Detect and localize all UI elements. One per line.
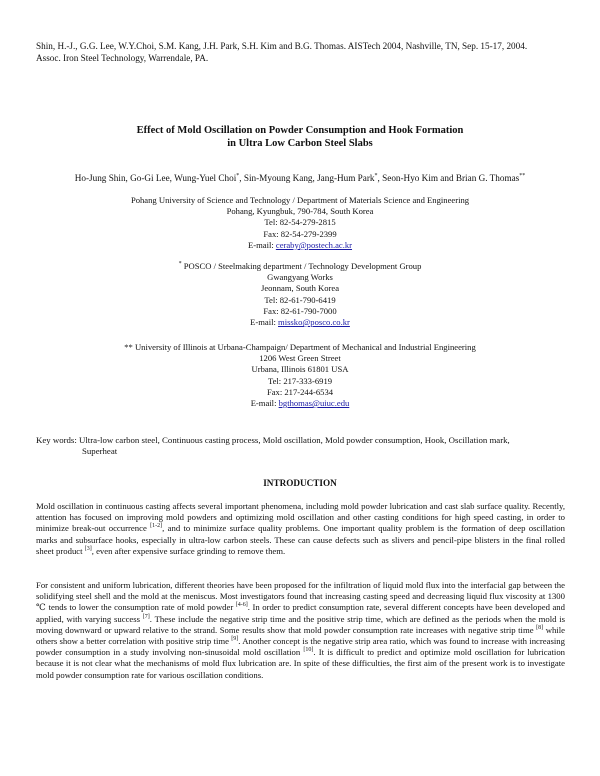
citation-ref: [8]	[536, 624, 544, 631]
email-link[interactable]: ceraby@postech.ac.kr	[275, 239, 353, 250]
affiliation-marker: *	[178, 261, 182, 268]
email-link[interactable]: bgthomas@uiuc.edu	[278, 398, 350, 409]
authors-text: , Seon-Hyo Kim and Brian G. Thomas	[377, 173, 520, 183]
keywords	[36, 435, 566, 457]
affiliation-fax: Fax: 217-244-6534	[266, 386, 334, 397]
affiliation-line: Pohang University of Science and Technology / Department of Materials Science and Engineering	[130, 195, 470, 205]
affiliation-line	[0, 261, 600, 272]
keywords-line: Key words: Ultra-low carbon steel, Continuous casting process, Mold oscillation, Mold powder consumption, Hook, Oscillation mark,	[36, 435, 510, 445]
citation-ref: [1-2]	[150, 523, 163, 530]
citation-ref: [7]	[142, 613, 150, 620]
email-label: E-mail:	[247, 239, 276, 250]
paragraph-text: Mold oscillation in continuous casting affects several important phenomena, including mold powder lubrication and cast slab surface quality. Recently, attention has focused on improving mold powders and optimizing mold oscillation and other casting conditions for high speed casting, in order to minimize break-out occurrence	[36, 501, 565, 534]
citation-ref: [3]	[84, 545, 92, 552]
author-marker: **	[519, 172, 526, 179]
paragraph-text: while others show a better correlation with positive strip time	[36, 624, 565, 647]
authors-text: Ho-Jung Shin, Go-Gi Lee, Wung-Yuel Choi	[74, 173, 237, 183]
citation-ref: [9]	[231, 636, 239, 643]
intro-paragraph	[36, 501, 565, 557]
affiliation-uiuc	[0, 342, 600, 409]
affiliation-line: Gwangyang Works	[267, 272, 333, 283]
paragraph-text: . It is difficult to predict and optimize mold oscillation for lubrication because it is not clear what the mechanisms of mold flux lubrication are. In spite of these difficulties, the first aim of the present work is to investigate mold powder consumption rate for various oscillation conditions.	[36, 647, 566, 680]
email-link[interactable]: missko@posco.co.kr	[278, 317, 350, 328]
paper-title	[0, 124, 600, 150]
affiliation-postech	[0, 195, 600, 251]
citation-line: Shin, H.-J., G.G. Lee, W.Y.Choi, S.M. Kang, J.H. Park, S.H. Kim and B.G. Thomas. AISTech 2004, Nashville, TN, Sep. 15-17, 2004.	[36, 41, 528, 51]
affiliation-fax: Fax: 82-54-279-2399	[263, 228, 337, 239]
citation-ref: [10]	[303, 647, 314, 654]
email-label: E-mail:	[250, 398, 279, 409]
affiliation-line: 1206 West Green Street	[259, 353, 341, 364]
citation-ref: [4-6]	[235, 602, 248, 609]
author-marker: *	[374, 172, 378, 179]
affiliation-email-row	[0, 240, 600, 251]
author-marker: *	[236, 172, 240, 179]
paragraph-text: For consistent and uniform lubrication, different theories have been proposed for the infiltration of liquid mold flux into the interfacial gap between the solidifying steel shell and the mold at the meniscus. Most investigators found that increasing casting speed and decreasing liquid flux viscosity at 1300 ℃ tends to lower the consumption rate of mold powder	[36, 580, 565, 613]
affiliation-line: Pohang, Kyungbuk, 790-784, South Korea	[226, 206, 374, 217]
affiliation-line: Jeonnam, South Korea	[260, 283, 340, 294]
affiliation-tel: Tel: 217-333-6919	[267, 375, 333, 386]
email-label: E-mail:	[250, 317, 279, 328]
paragraph-text: . Another concept is the negative strip area ratio, which was found to increase with increasing powder consumption in a study involving non-sinusoidal mold oscillation	[36, 636, 565, 658]
title-line: Effect of Mold Oscillation on Powder Consumption and Hook Formation	[136, 125, 464, 136]
paragraph-text: . These include the negative strip time and the positive strip time, which are defined as the periods when the mold is moving downward or upward relative to the strand. Some results show that mold powder consumption rate increases with negative strip time	[36, 613, 565, 635]
title-line: in Ultra Low Carbon Steel Slabs	[227, 138, 373, 149]
authors-text: , Sin-Myoung Kang, Jang-Hum Park	[239, 173, 375, 183]
paragraph-text: , even after expensive surface grinding to remove them.	[91, 545, 286, 556]
affiliation-line-text: POSCO / Steelmaking department / Technology Development Group	[181, 261, 422, 271]
affiliation-posco	[0, 261, 600, 328]
affiliation-line: Urbana, Illinois 61801 USA	[251, 364, 349, 375]
affiliation-email-row	[0, 398, 600, 409]
citation-header	[36, 40, 566, 64]
intro-paragraph	[36, 580, 565, 681]
affiliation-fax: Fax: 82-61-790-7000	[263, 305, 337, 316]
paragraph-text: . In order to predict consumption rate, several different concepts have been developed and applied, with varying success	[36, 602, 565, 624]
affiliation-tel: Tel: 82-61-790-6419	[264, 294, 336, 305]
paragraph-text: , and to minimize surface quality problems. One important quality problem is the formation of deep oscillation marks and subsurface hooks, especially in ultra-low carbon steels. These can cause defects such as slivers and pencil-pipe blisters in the final rolled sheet product	[36, 523, 565, 556]
keywords-line: Superheat	[82, 446, 118, 456]
affiliation-tel: Tel: 82-54-279-2815	[264, 217, 336, 228]
author-list	[0, 172, 600, 184]
affiliation-line: ** University of Illinois at Urbana-Champaign/ Department of Mechanical and Industrial Engineering	[124, 342, 476, 352]
citation-line: Assoc. Iron Steel Technology, Warrendale, PA.	[36, 53, 209, 63]
affiliation-email-row	[0, 317, 600, 328]
section-heading: INTRODUCTION	[263, 478, 337, 488]
